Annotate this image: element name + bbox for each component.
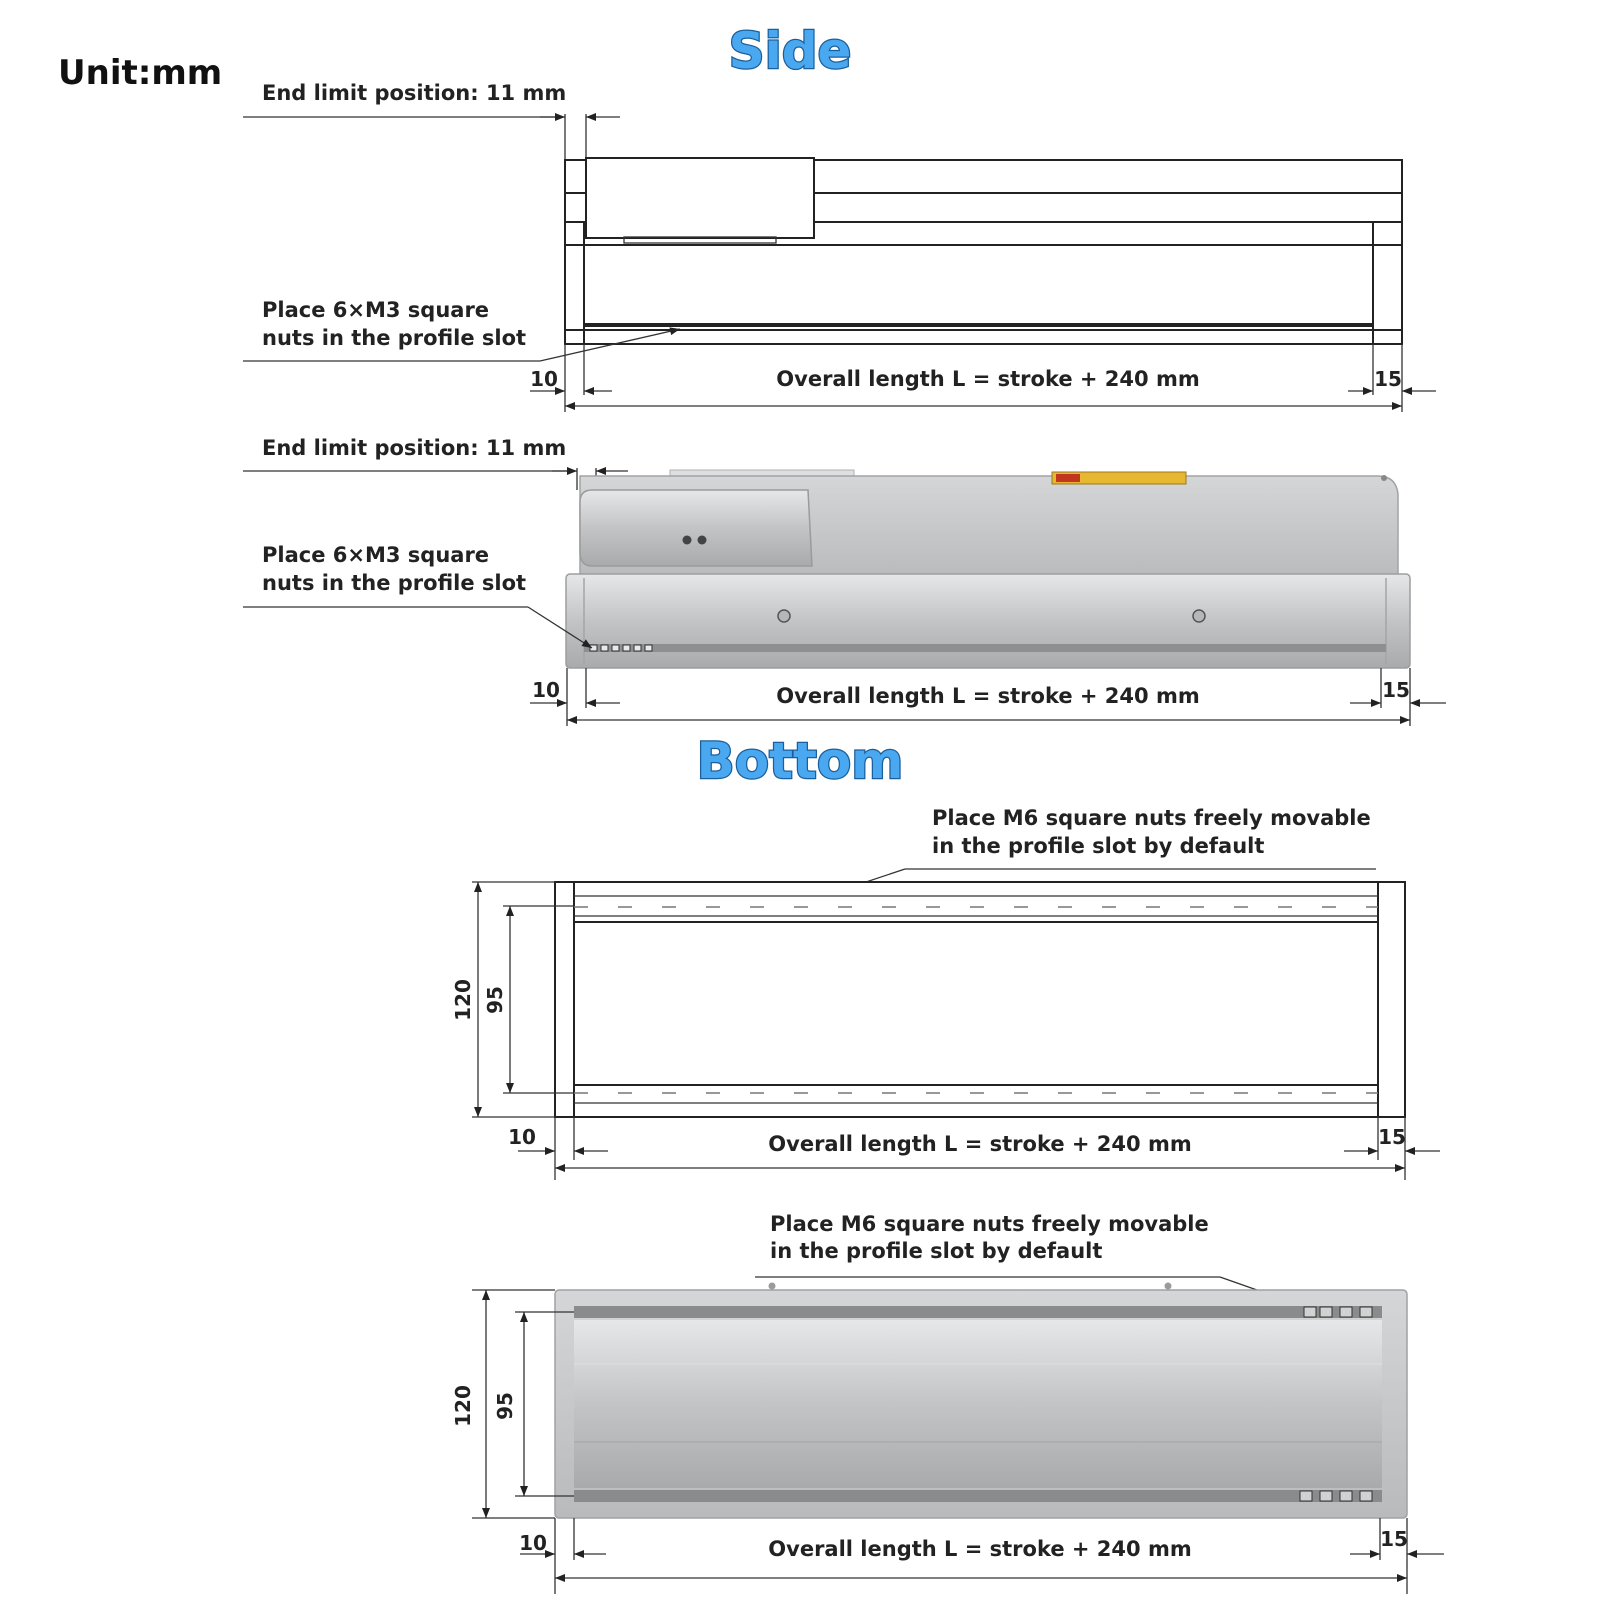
m6-nuts-label-line1: Place M6 square nuts freely movable bbox=[770, 1212, 1209, 1236]
side-photo-render bbox=[243, 436, 1446, 726]
end-limit-label: End limit position: 11 mm bbox=[262, 436, 567, 460]
overall-length-label: Overall length L = stroke + 240 mm bbox=[776, 367, 1200, 391]
dim-right-end: 15 bbox=[1374, 367, 1402, 391]
m3-nuts-label-line1: Place 6×M3 square bbox=[262, 298, 490, 322]
dim-left-end: 10 bbox=[519, 1531, 547, 1555]
unit-label: Unit:mm bbox=[58, 53, 223, 93]
overall-length-label: Overall length L = stroke + 240 mm bbox=[768, 1537, 1192, 1561]
m6-nuts-label-line2: in the profile slot by default bbox=[770, 1239, 1103, 1263]
overall-length-label: Overall length L = stroke + 240 mm bbox=[776, 684, 1200, 708]
dim-width: 120 bbox=[451, 979, 475, 1021]
side-heading: Side bbox=[728, 22, 852, 80]
bottom-photo-render bbox=[451, 1212, 1444, 1594]
m3-nuts-label-line1: Place 6×M3 square bbox=[262, 543, 490, 567]
dim-left-end: 10 bbox=[532, 678, 560, 702]
end-limit-label: End limit position: 11 mm bbox=[262, 81, 567, 105]
dim-right-end: 15 bbox=[1382, 678, 1410, 702]
dim-slot-spacing: 95 bbox=[493, 1392, 517, 1420]
bottom-line-drawing bbox=[451, 806, 1440, 1180]
dim-slot-spacing: 95 bbox=[483, 986, 507, 1014]
dim-right-end: 15 bbox=[1378, 1125, 1406, 1149]
dim-left-end: 10 bbox=[530, 367, 558, 391]
dim-width: 120 bbox=[451, 1385, 475, 1427]
m6-nuts-label-line1: Place M6 square nuts freely movable bbox=[932, 806, 1371, 830]
overall-length-label: Overall length L = stroke + 240 mm bbox=[768, 1132, 1192, 1156]
dim-right-end: 15 bbox=[1380, 1527, 1408, 1551]
m6-nuts-label-line2: in the profile slot by default bbox=[932, 834, 1265, 858]
m3-nuts-label-line2: nuts in the profile slot bbox=[262, 326, 527, 350]
bottom-heading: Bottom bbox=[696, 732, 904, 790]
side-line-drawing bbox=[243, 81, 1436, 412]
m3-nuts-label-line2: nuts in the profile slot bbox=[262, 571, 527, 595]
dim-left-end: 10 bbox=[508, 1125, 536, 1149]
